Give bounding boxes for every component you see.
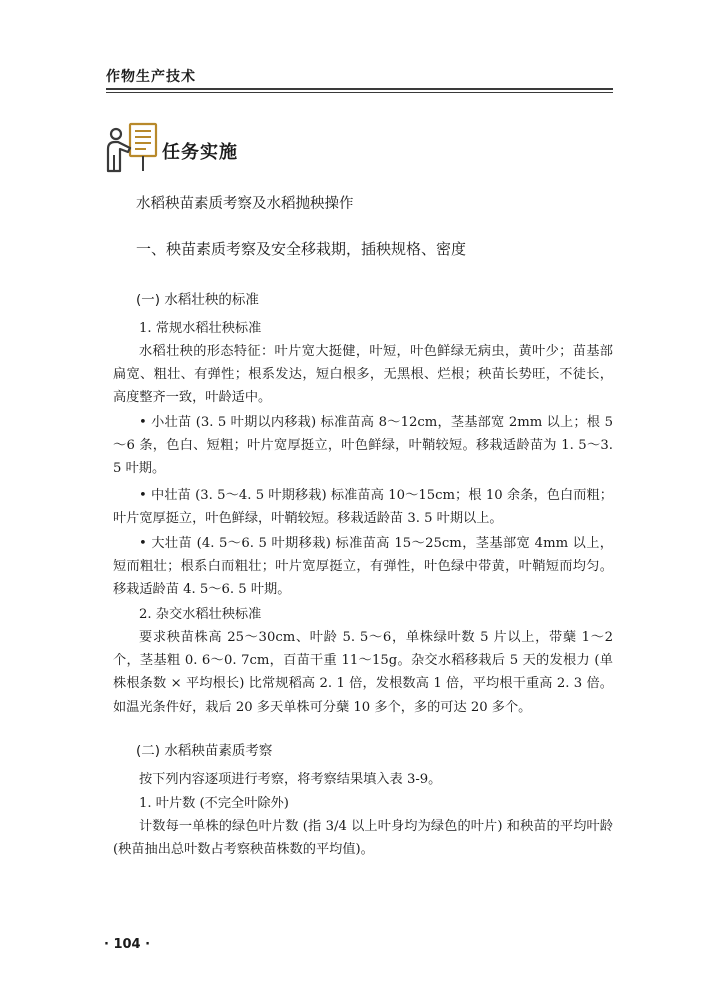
running-head: 作物生产技术: [106, 69, 196, 85]
heading-level-2-inspection: (二) 水稻秧苗素质考察: [136, 743, 273, 759]
paragraph-large-seedling: • 大壮苗 (4. 5～6. 5 叶期移栽) 标准苗高 15～25cm，茎基部宽 4mm 以上，短而粗壮；根系白而粗壮；叶片宽厚挺立，有弹性，叶色绿中带黄，叶鞘短而均匀。移栽适龄苗 4. 5～6. 5 叶期。: [113, 536, 613, 598]
paragraph-morphology: 水稻壮秧的形态特征：叶片宽大挺健，叶短，叶色鲜绿无病虫，黄叶少；苗基部扁宽、粗壮、有弹性；根系发达，短白根多，无黑根、烂根；秧苗长势旺，不徒长，高度整齐一致，叶龄适中。: [113, 344, 613, 406]
page-number: · 104 ·: [104, 937, 151, 952]
paragraph-inspection-intro: 按下列内容逐项进行考察，将考察结果填入表 3-9。: [139, 772, 442, 787]
presenter-board-icon: [104, 119, 160, 175]
paragraph-small-seedling: • 小壮苗 (3. 5 叶期以内移栽) 标准苗高 8～12cm，茎基部宽 2mm 以上；根 5～6 条，色白、短粗；叶片宽厚挺立，叶色鲜绿，叶鞘较短。移栽适龄苗为 1. 5～3. 5 叶期。: [113, 415, 613, 477]
item-label-hybrid: 2. 杂交水稻壮秧标准: [139, 607, 262, 622]
heading-level-1: 一、秧苗素质考察及安全移栽期，插秧规格、密度: [136, 240, 467, 258]
heading-level-2-standard: (一) 水稻壮秧的标准: [136, 292, 259, 308]
section-title: 任务实施: [162, 142, 238, 163]
paragraph-leaf-count: 计数每一单株的绿色叶片数 (指 3/4 以上叶身均为绿色的叶片) 和秧苗的平均叶龄 (秧苗抽出总叶数占考察秧苗株数的平均值)。: [113, 819, 613, 858]
task-subtitle: 水稻秧苗素质考察及水稻抛秧操作: [136, 196, 354, 212]
header-rule-thin: [106, 92, 613, 93]
item-label-leaf-count: 1. 叶片数 (不完全叶除外): [139, 796, 289, 811]
item-label-conventional: 1. 常规水稻壮秧标准: [139, 321, 262, 336]
paragraph-hybrid-standard: 要求秧苗株高 25～30cm、叶龄 5. 5～6，单株绿叶数 5 片以上，带蘖 1～2 个，茎基粗 0. 6～0. 7cm，百苗干重 11～15g。杂交水稻移栽后 5 天的发根力 (单株根条数 × 平均根长) 比常规稻高 2. 1 倍，发根数高 1 倍，平均根干重高 2. 3 倍。如温光条件好，栽后 20 多天单株可分蘖 10 多个，多的可达 20 多个。: [113, 630, 613, 715]
header-rule-thick: [106, 88, 613, 90]
paragraph-medium-seedling: • 中壮苗 (3. 5～4. 5 叶期移栽) 标准苗高 10～15cm；根 10 余条，色白而粗；叶片宽厚挺立，叶色鲜绿，叶鞘较短。移栽适龄苗 3. 5 叶期以上。: [113, 488, 613, 527]
